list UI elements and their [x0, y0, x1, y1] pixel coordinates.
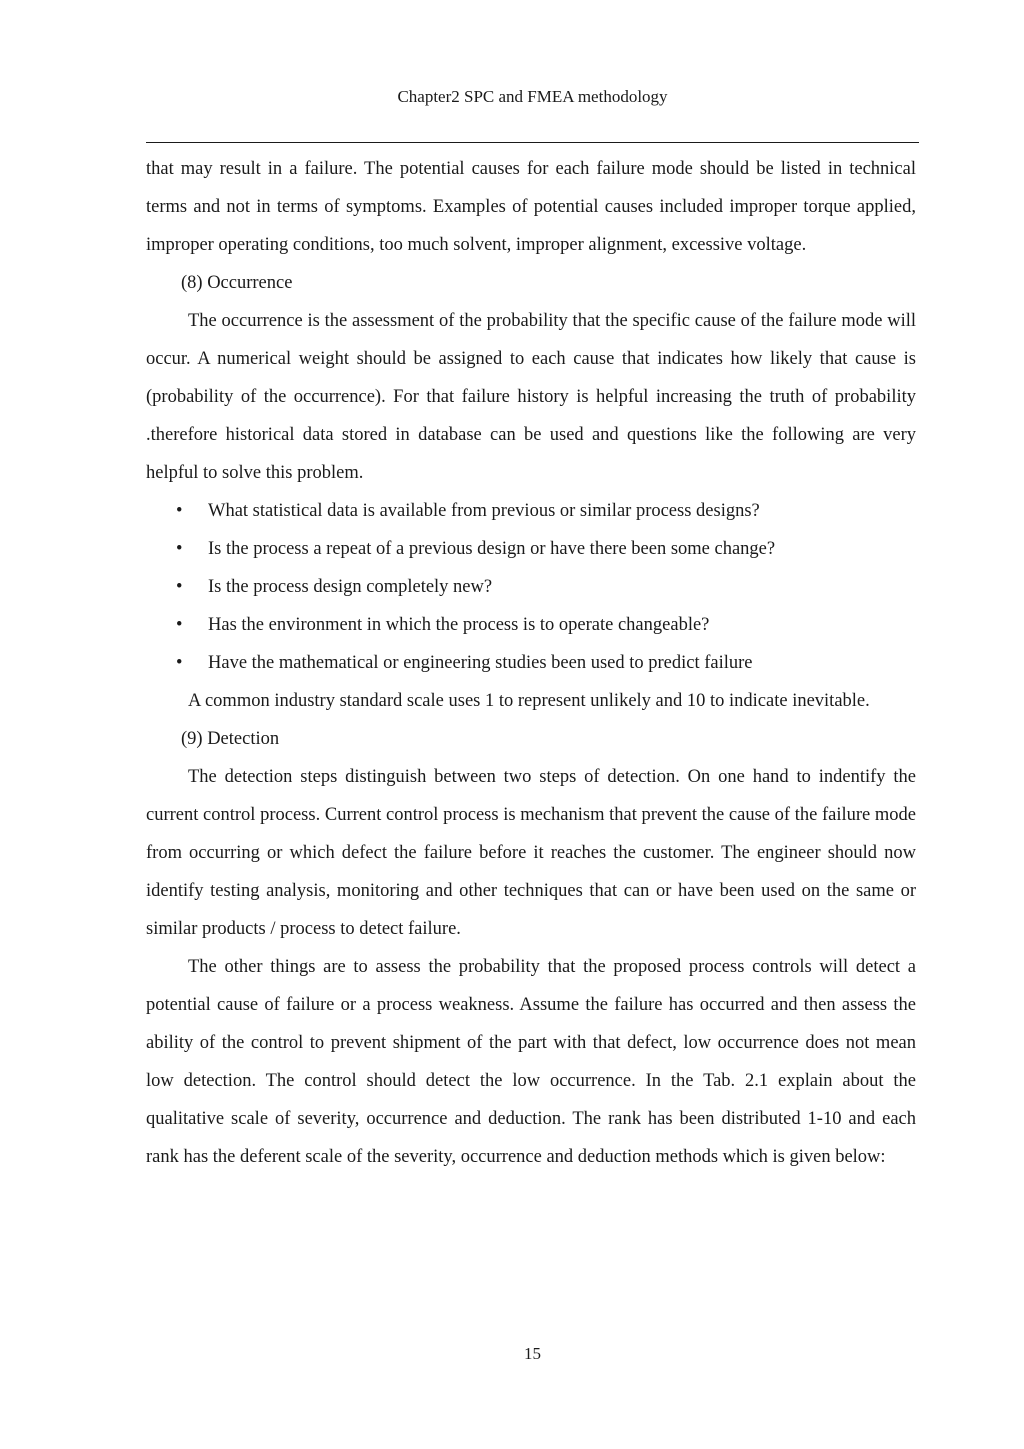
- running-header: Chapter2 SPC and FMEA methodology: [397, 87, 668, 106]
- bullet-icon: •: [176, 539, 183, 559]
- list-item: [146, 606, 916, 644]
- paragraph-detection-2: The other things are to assess the probability that the proposed process controls will detect a potential cause of failure or a process weakness. Assume the failure has occurred and then assess the ability of the control to prevent shipment of the part with that defect, low occurrence does not mean low detection. The control should detect the low occurrence. In the Tab. 2.1 explain about the qualitative scale of severity, occurrence and deduction. The rank has been distributed 1-10 and each rank has the deferent scale of the severity, occurrence and deduction methods which is given below:: [146, 957, 916, 1167]
- paragraph-occurrence: The occurrence is the assessment of the probability that the specific cause of the failure mode will occur. A numerical weight should be assigned to each cause that indicates how likely that cause is (probability of the occurrence). For that failure history is helpful increasing the truth of probability .therefore historical data stored in database can be used and questions like the following are very helpful to solve this problem.: [146, 311, 916, 483]
- list-item-text: Have the mathematical or engineering studies been used to predict failure: [208, 653, 753, 673]
- list-item: [146, 644, 916, 682]
- list-item: [146, 530, 916, 568]
- bullet-icon: •: [176, 501, 183, 521]
- header-rule: [146, 142, 919, 143]
- list-item-text: What statistical data is available from previous or similar process designs?: [208, 501, 760, 521]
- paragraph-detection-1: The detection steps distinguish between two steps of detection. On one hand to indentify the current control process. Current control process is mechanism that prevent the cause of the failure mode from occurring or which defect the failure before it reaches the customer. The engineer should now identify testing analysis, monitoring and other techniques that can or have been used on the same or similar products / process to detect failure.: [146, 767, 916, 939]
- page-number: 15: [524, 1344, 541, 1363]
- bullet-icon: •: [176, 577, 183, 597]
- occurrence-question-list: [146, 492, 916, 682]
- paragraph-scale: A common industry standard scale uses 1 to represent unlikely and 10 to indicate inevitable.: [188, 691, 870, 711]
- list-item: [146, 568, 916, 606]
- section-heading-detection: (9) Detection: [181, 729, 280, 749]
- paragraph-causes-continued: that may result in a failure. The potential causes for each failure mode should be listed in technical terms and not in terms of symptoms. Examples of potential causes included improper torque applied, improper operating conditions, too much solvent, improper alignment, excessive voltage.: [146, 159, 916, 255]
- section-heading-occurrence: (8) Occurrence: [181, 273, 293, 293]
- list-item-text: Has the environment in which the process is to operate changeable?: [208, 615, 710, 635]
- list-item-text: Is the process design completely new?: [208, 577, 493, 597]
- bullet-icon: •: [176, 615, 183, 635]
- list-item: [146, 492, 916, 530]
- bullet-icon: •: [176, 653, 183, 673]
- list-item-text: Is the process a repeat of a previous design or have there been some change?: [208, 539, 776, 559]
- page-body: [146, 150, 916, 1176]
